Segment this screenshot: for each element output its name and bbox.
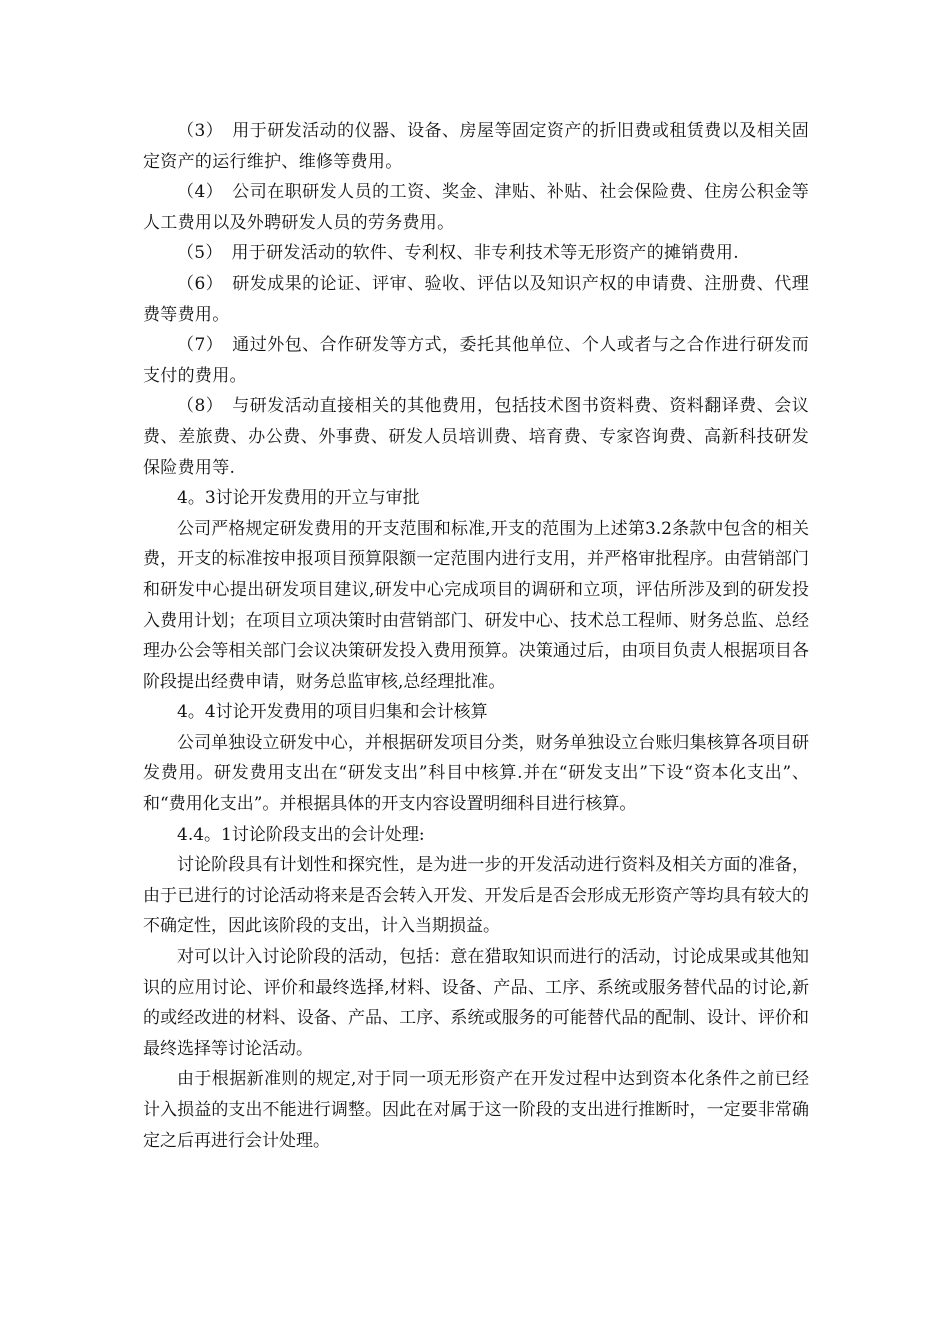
body-paragraph-approval: 公司严格规定研发费用的开支范围和标准,开支的范围为上述第3.2条款中包含的相关费，开支的标准按申报项目预算限额一定范围内进行支用，并严格审批程序。由营销部门和研发中心提出研发项目建议,研发中心完成项目的调研和立项，评估所涉及到的研发投入费用计划；在项目立项决策时由营销部门、研发中心、技术总工程师、财务总监、总经理办公会等相关部门会议决策研发投入费用预算。决策通过后，由项目负责人根据项目各阶段提出经费申请，财务总监审核,总经理批准。: [143, 518, 809, 692]
expense-item-4: （4） 公司在职研发人员的工资、奖金、津贴、补贴、社会保险费、住房公积金等人工费用以及外聘研发人员的劳务费用。: [143, 182, 809, 233]
section-heading-4-4: 4。4讨论开发费用的项目归集和会计核算: [177, 702, 488, 723]
document-page: [143, 116, 809, 1156]
expense-item-7: （7） 通过外包、合作研发等方式，委托其他单位、个人或者与之合作进行研发而支付的费用。: [143, 335, 809, 386]
expense-item-8: （8） 与研发活动直接相关的其他费用，包括技术图书资料费、资料翻译费、会议费、差旅费、办公费、外事费、研发人员培训费、培育费、专家咨询费、高新科技研发保险费用等.: [143, 396, 809, 478]
section-heading-4-3: 4。3讨论开发费用的开立与审批: [177, 488, 420, 509]
section-heading-4-4-1: 4.4。1讨论阶段支出的会计处理:: [177, 824, 425, 845]
body-paragraph-research-stage: 讨论阶段具有计划性和探究性，是为进一步的开发活动进行资料及相关方面的准备，由于已进行的讨论活动将来是否会转入开发、开发后是否会形成无形资产等均具有较大的不确定性，因此该阶段的支出，计入当期损益。: [143, 855, 809, 937]
body-paragraph-research-activities: 对可以计入讨论阶段的活动，包括：意在猎取知识而进行的活动，讨论成果或其他知识的应用讨论、评价和最终选择,材料、设备、产品、工序、系统或服务替代品的讨论,新的或经改进的材料、设备、产品、工序、系统或服务的可能替代品的配制、设计、评价和最终选择等讨论活动。: [143, 947, 809, 1059]
expense-item-6: （6） 研发成果的论证、评审、验收、评估以及知识产权的申请费、注册费、代理费等费用。: [143, 273, 809, 325]
expense-item-3: （3） 用于研发活动的仪器、设备、房屋等固定资产的折旧费或租赁费以及相关固定资产的运行维护、维修等费用。: [143, 121, 809, 172]
expense-item-5: （5） 用于研发活动的软件、专利权、非专利技术等无形资产的摊销费用.: [177, 243, 739, 264]
body-paragraph-new-standard: 由于根据新准则的规定,对于同一项无形资产在开发过程中达到资本化条件之前已经计入损益的支出不能进行调整。因此在对属于这一阶段的支出进行推断时，一定要非常确定之后再进行会计处理。: [143, 1069, 809, 1151]
body-paragraph-accounting: 公司单独设立研发中心，并根据研发项目分类，财务单独设立台账归集核算各项目研发费用。研发费用支出在“研发支出”科目中核算.并在“研发支出”下设“资本化支出”、和“费用化支出”。并根据具体的开支内容设置明细科目进行核算。: [143, 732, 809, 815]
